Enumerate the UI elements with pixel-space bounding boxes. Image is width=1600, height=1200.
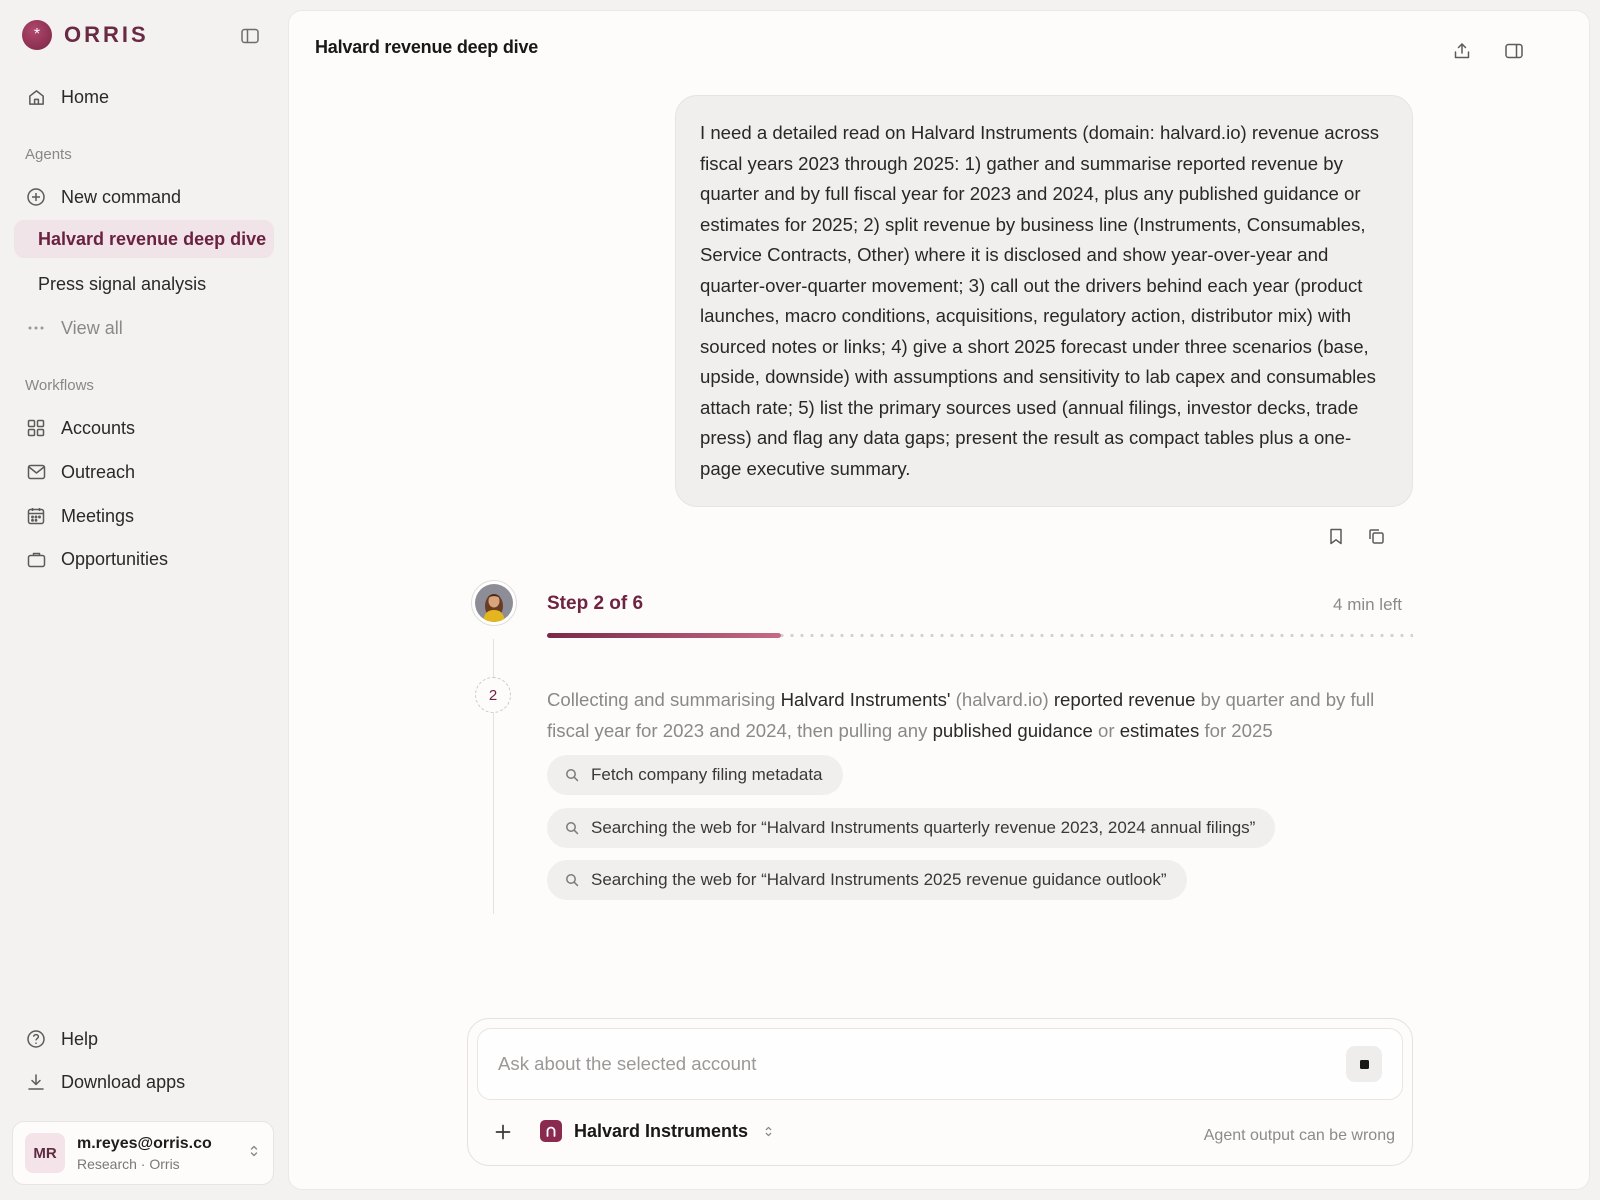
sidebar-item-label: Outreach: [61, 461, 136, 482]
sidebar-toggle-icon: [241, 28, 259, 44]
sidebar-item-press-signal-analysis[interactable]: [14, 265, 274, 303]
user-account-menu[interactable]: [12, 1121, 274, 1185]
account-selector[interactable]: [540, 1120, 773, 1142]
add-attachment-button[interactable]: [490, 1119, 516, 1145]
plus-icon: [495, 1124, 511, 1140]
sidebar: [0, 0, 288, 1200]
sidebar-item-label: Meetings: [61, 505, 135, 526]
avatar: MR: [25, 1133, 65, 1173]
home-icon: [25, 86, 47, 108]
bookmark-button[interactable]: [1324, 524, 1348, 548]
sidebar-item-new-command[interactable]: [14, 178, 274, 216]
sidebar-item-label: Press signal analysis: [38, 273, 207, 294]
brand-name: ORRIS: [64, 22, 149, 47]
stop-button[interactable]: [1346, 1046, 1382, 1082]
tool-call-label: Fetch company filing metadata: [591, 765, 823, 784]
sidebar-item-label: View all: [61, 317, 123, 338]
step-description: [547, 685, 1387, 746]
sidebar-item-label: New command: [61, 186, 182, 207]
step-desc-text: by quarter and by full fiscal year for 2023 and 2024, then pulling any: [547, 689, 1375, 741]
tool-call-chip[interactable]: [547, 860, 1187, 900]
search-icon: [565, 873, 579, 887]
step-progress-bar: [547, 633, 1413, 638]
toggle-panel-button[interactable]: [1500, 37, 1528, 65]
chevron-up-down-icon: [764, 1125, 773, 1138]
sidebar-item-view-all[interactable]: [14, 309, 274, 347]
agent-avatar: [471, 580, 517, 626]
step-eta: 4 min left: [1333, 595, 1402, 614]
stop-icon: [1360, 1060, 1369, 1069]
sidebar-item-download-apps[interactable]: [14, 1063, 274, 1101]
grid-icon: [25, 417, 47, 439]
sidebar-toggle-button[interactable]: [238, 25, 262, 47]
help-circle-icon: [25, 1028, 47, 1050]
user-org: Research · Orris: [77, 1155, 180, 1172]
bookmark-icon: [1329, 528, 1343, 545]
sidebar-item-accounts[interactable]: [14, 409, 274, 447]
brand[interactable]: [22, 20, 149, 50]
sidebar-item-opportunities[interactable]: [14, 540, 274, 578]
progress-fill: [547, 633, 781, 638]
step-desc-highlight: published guidance: [932, 719, 1093, 741]
copy-button[interactable]: [1364, 524, 1388, 548]
sidebar-item-home[interactable]: [14, 78, 274, 116]
share-button[interactable]: [1448, 37, 1476, 65]
disclaimer: Agent output can be wrong: [1203, 1127, 1395, 1144]
calendar-icon: [25, 505, 47, 527]
step-desc-highlight: reported revenue: [1053, 689, 1196, 710]
section-label-workflows: Workflows: [25, 377, 94, 394]
search-icon: [565, 821, 579, 835]
sidebar-item-help[interactable]: [14, 1020, 274, 1058]
tool-call-chip[interactable]: [547, 808, 1275, 848]
section-label-agents: Agents: [25, 146, 72, 163]
tool-call-chip[interactable]: [547, 755, 843, 795]
user-email: m.reyes@orris.co: [77, 1134, 212, 1152]
sidebar-item-label: Accounts: [61, 417, 136, 438]
mail-icon: [25, 461, 47, 483]
step-desc-text: for 2025: [1199, 719, 1273, 741]
share-icon: [1453, 42, 1471, 60]
ellipsis-icon: [25, 317, 47, 339]
step-desc-text: or: [1092, 719, 1120, 741]
main-panel: [288, 10, 1590, 1190]
step-desc-text: (halvard.io): [950, 689, 1054, 710]
tool-call-label: Searching the web for “Halvard Instruments 2025 revenue guidance outlook”: [591, 870, 1167, 889]
step-desc-text: Collecting and summarising: [547, 689, 781, 710]
sidebar-item-label: Home: [61, 86, 110, 107]
sidebar-item-label: Opportunities: [61, 548, 169, 569]
download-icon: [25, 1071, 47, 1093]
tool-call-label: Searching the web for “Halvard Instruments quarterly revenue 2023, 2024 annual filings”: [591, 818, 1256, 837]
sidebar-item-label: Help: [61, 1028, 99, 1049]
panel-icon: [1505, 43, 1523, 59]
step-number-badge: 2: [475, 677, 511, 713]
step-desc-highlight: Halvard Instruments': [780, 689, 951, 710]
sidebar-item-outreach[interactable]: [14, 453, 274, 491]
sidebar-item-label: Halvard revenue deep dive: [38, 228, 267, 249]
chat-input[interactable]: [477, 1028, 1403, 1100]
composer: [467, 1018, 1413, 1166]
sidebar-item-meetings[interactable]: [14, 497, 274, 535]
sidebar-item-label: Download apps: [61, 1071, 186, 1092]
account-logo-icon: [540, 1120, 562, 1142]
step-title: Step 2 of 6: [547, 593, 644, 614]
copy-icon: [1368, 528, 1385, 545]
brand-logo: *: [22, 20, 52, 50]
plus-circle-icon: [25, 186, 47, 208]
account-name: Halvard Instruments: [574, 1120, 749, 1141]
user-message: I need a detailed read on Halvard Instruments (domain: halvard.io) revenue across fiscal years 2023 through 2025: 1) gather and summarise reported revenue by quarter and by full fiscal year for 2023 and 2024, plus any published guidance or estimates for 2025; 2) split revenue by business line (Instruments, Consumables, Service Contracts, Other) where it is disclosed and show year-over-year and quarter-over-quarter movement; 3) call out the drivers behind each year (product launches, macro conditions, acquisitions, regulatory action, distributor mix) with sourced notes or links; 4) give a short 2025 forecast under three scenarios (base, upside, downside) with assumptions and sensitivity to lab capex and consumables attach rate; 5) list the primary sources used (annual filings, investor decks, trade press) and flag any data gaps; present the result as compact tables plus a one-page executive summary.: [675, 95, 1413, 507]
search-icon: [565, 768, 579, 782]
user-info: [77, 1135, 212, 1172]
briefcase-icon: [25, 548, 47, 570]
chevron-up-down-icon: [249, 1144, 259, 1163]
sidebar-item-halvard-revenue-deep-dive[interactable]: [14, 220, 274, 258]
step-desc-highlight: estimates: [1119, 719, 1200, 741]
page-title: Halvard revenue deep dive: [315, 37, 539, 57]
